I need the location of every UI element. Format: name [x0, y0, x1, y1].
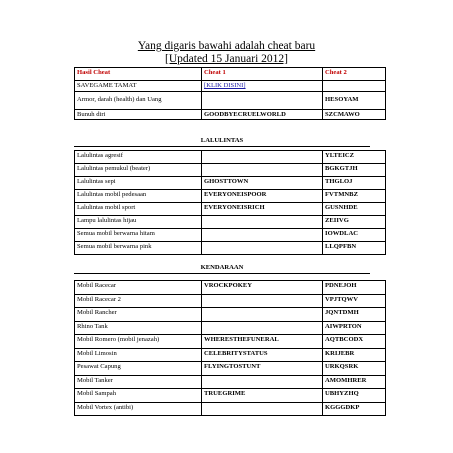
header-cheat-2: Cheat 2: [323, 68, 386, 81]
cell-cheat-1: TRUEGRIME: [202, 389, 323, 403]
cell-effect: Lampu lalulintas hijau: [75, 216, 202, 229]
document-title: [0, 40, 453, 66]
cell-cheat-2: KRIJEBR: [323, 348, 386, 362]
cell-cheat-1: [202, 375, 323, 389]
table-row: [75, 402, 386, 416]
cell-effect: Mobil Tanker: [75, 375, 202, 389]
cell-effect: Semua mobil berwarna hitam: [75, 229, 202, 242]
cell-effect: Bunuh diri: [75, 109, 202, 120]
cell-cheat-2: [323, 81, 386, 92]
cell-cheat-1: [202, 242, 323, 255]
table-row: [75, 362, 386, 376]
cell-cheat-2: GUSNHDE: [323, 203, 386, 216]
cheat-table-lalulintas: [74, 150, 386, 255]
cell-effect: Mobil Romero (mobil jenazah): [75, 335, 202, 349]
cell-cheat-1: EVERYONEISRICH: [202, 203, 323, 216]
cell-cheat-1: [202, 151, 323, 164]
table-row: [75, 321, 386, 335]
cell-cheat-1: GHOSTTOWN: [202, 177, 323, 190]
cell-cheat-1: [202, 216, 323, 229]
cell-cheat-1: FLYINGTOSTUNT: [202, 362, 323, 376]
table-row: [75, 389, 386, 403]
cell-effect: Pesawat Capung: [75, 362, 202, 376]
cell-cheat-2: UBHYZHQ: [323, 389, 386, 403]
cell-effect: Lalulintas pemukul (beater): [75, 164, 202, 177]
table-row: [75, 81, 386, 92]
section-title-kendaraan: KENDARAAN: [200, 264, 244, 271]
table-row: [75, 190, 386, 203]
cell-cheat-1: GOODBYECRUELWORLD: [202, 109, 323, 120]
cell-effect: Lalulintas sepi: [75, 177, 202, 190]
cell-effect: Lalulintas mobil sport: [75, 203, 202, 216]
table-row: [75, 216, 386, 229]
table-row: [75, 109, 386, 120]
table-row: [75, 348, 386, 362]
section-divider: [74, 146, 370, 147]
cell-cheat-1: [202, 229, 323, 242]
cell-effect: Semua mobil berwarna pink: [75, 242, 202, 255]
cell-effect: Mobil Limosin: [75, 348, 202, 362]
cell-cheat-1: VROCKPOKEY: [202, 281, 323, 295]
cell-cheat-1: EVERYONEISPOOR: [202, 190, 323, 203]
cheat-table-main: [74, 67, 386, 120]
table-row: [75, 177, 386, 190]
cell-effect: Mobil Vortex (antibi): [75, 402, 202, 416]
cell-cheat-1: [202, 81, 323, 92]
section-title-lalulintas: LALULINTAS: [200, 137, 244, 144]
cell-cheat-2: THGLOJ: [323, 177, 386, 190]
table-header-row: [75, 68, 386, 81]
cell-cheat-2: ZEIIVG: [323, 216, 386, 229]
table-row: [75, 151, 386, 164]
table-row: [75, 294, 386, 308]
cell-effect: Mobil Racecar: [75, 281, 202, 295]
cell-cheat-2: URKQSRK: [323, 362, 386, 376]
table-row: [75, 91, 386, 109]
table-row: [75, 203, 386, 216]
cell-cheat-1: [202, 91, 323, 109]
header-hasil-cheat: Hasil Cheat: [75, 68, 202, 81]
cell-cheat-2: JQNTDMH: [323, 308, 386, 322]
cell-cheat-2: FVTMNBZ: [323, 190, 386, 203]
cell-cheat-2: AIWPRTON: [323, 321, 386, 335]
cell-cheat-2: KGGGDKP: [323, 402, 386, 416]
cell-effect: Mobil Rancher: [75, 308, 202, 322]
cell-effect: Mobil Sampah: [75, 389, 202, 403]
table-row: [75, 229, 386, 242]
cell-effect: Armor, darah (health) dan Uang: [75, 91, 202, 109]
table-row: [75, 281, 386, 295]
header-cheat-1: Cheat 1: [202, 68, 323, 81]
cell-cheat-2: VPJTQWV: [323, 294, 386, 308]
cell-cheat-1: WHERESTHEFUNERAL: [202, 335, 323, 349]
cell-effect: Lalulintas mobil pedesaan: [75, 190, 202, 203]
cell-effect: Rhino Tank: [75, 321, 202, 335]
table-row: [75, 375, 386, 389]
title-line-1: Yang digaris bawahi adalah cheat baru: [137, 40, 316, 52]
table-row: [75, 308, 386, 322]
cell-cheat-2: AMOMHRER: [323, 375, 386, 389]
cheat-table-kendaraan: [74, 280, 386, 416]
section-divider: [74, 273, 370, 274]
cell-cheat-1: [202, 321, 323, 335]
table-row: [75, 335, 386, 349]
cell-cheat-2: IOWDLAC: [323, 229, 386, 242]
savegame-link[interactable]: [KLIK DISINI]: [204, 82, 246, 89]
cell-effect: Lalulintas agresif: [75, 151, 202, 164]
cell-cheat-2: HESOYAM: [323, 91, 386, 109]
cell-cheat-2: PDNEJOH: [323, 281, 386, 295]
table-row: [75, 164, 386, 177]
cell-cheat-1: [202, 294, 323, 308]
title-line-2: [Updated 15 Januari 2012]: [165, 53, 288, 65]
cell-cheat-1: CELEBRITYSTATUS: [202, 348, 323, 362]
cell-cheat-2: LLQPFBN: [323, 242, 386, 255]
cell-effect: SAVEGAME TAMAT: [75, 81, 202, 92]
cell-cheat-1: [202, 308, 323, 322]
cell-cheat-2: BGKGTJH: [323, 164, 386, 177]
cell-cheat-2: YLTEICZ: [323, 151, 386, 164]
cell-cheat-2: AQTBCODX: [323, 335, 386, 349]
cell-cheat-1: [202, 402, 323, 416]
cell-cheat-1: [202, 164, 323, 177]
cell-effect: Mobil Racecar 2: [75, 294, 202, 308]
table-row: [75, 242, 386, 255]
cell-cheat-2: SZCMAWO: [323, 109, 386, 120]
